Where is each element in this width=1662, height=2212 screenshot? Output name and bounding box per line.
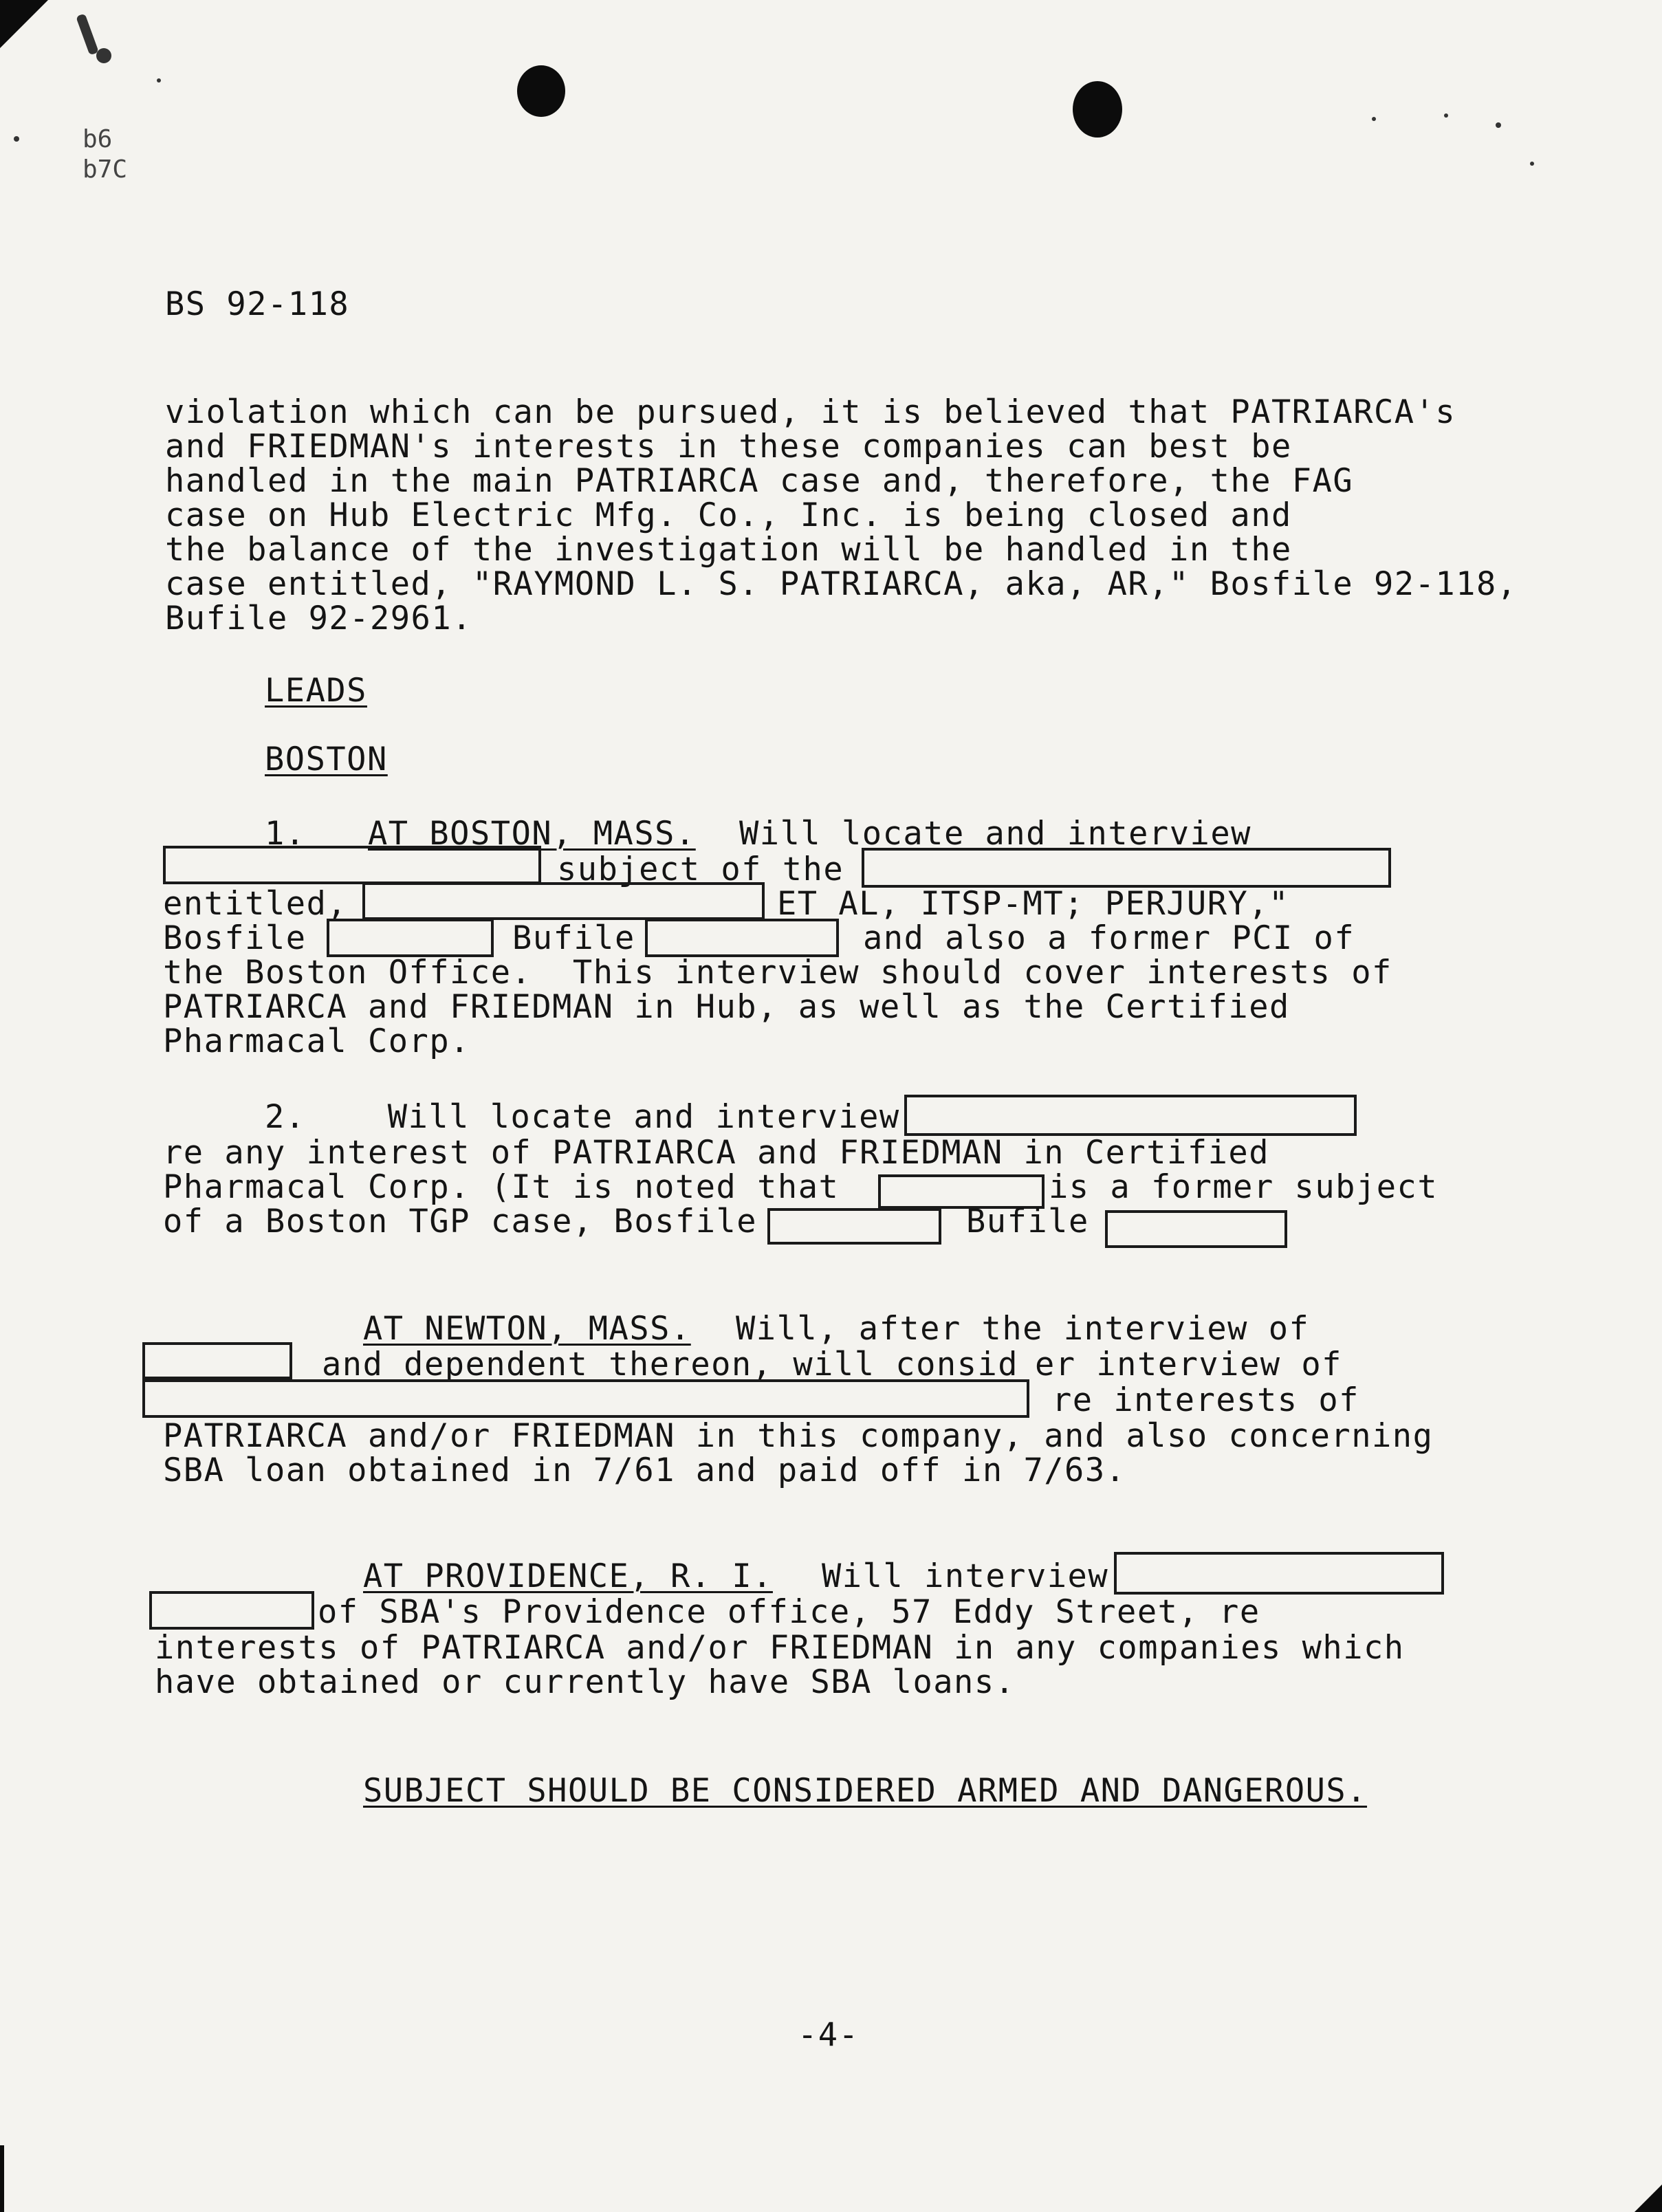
redaction-box xyxy=(862,848,1391,888)
file-number: BS 92-118 xyxy=(165,285,350,323)
providence-line1: Will interview xyxy=(822,1557,1109,1595)
redaction-box xyxy=(142,1342,292,1379)
lead-1-tail-line: PATRIARCA and FRIEDMAN in Hub, as well as the Certified xyxy=(163,988,1290,1026)
scan-speck xyxy=(14,136,19,142)
newton-line3-b: re interests of xyxy=(1052,1381,1359,1419)
providence-line3: interests of PATRIARCA and/or FRIEDMAN in any companies which xyxy=(155,1629,1405,1667)
lead-1-line3-a: entitled, xyxy=(163,885,348,923)
lead-1-line4-c: and also a former PCI of xyxy=(863,919,1355,957)
lead-2-line4-b: Bufile xyxy=(966,1203,1089,1240)
intro-line: violation which can be pursued, it is believed that PATRIARCA's xyxy=(165,393,1456,431)
intro-line: Bufile 92-2961. xyxy=(165,600,472,637)
exemption-code-b7c: b7C xyxy=(83,155,128,184)
exemption-code-b6: b6 xyxy=(83,125,113,153)
scan-speck xyxy=(1496,122,1501,128)
punch-hole-right xyxy=(1073,81,1122,138)
page-number: -4- xyxy=(798,2016,860,2054)
lead-1-line1: Will locate and interview xyxy=(739,815,1251,853)
lead-1-number: 1. xyxy=(265,815,306,853)
lead-1-line2: subject of the xyxy=(557,851,844,888)
intro-line: handled in the main PATRIARCA case and, therefore, the FAG xyxy=(165,462,1354,500)
scan-speck xyxy=(1444,113,1448,118)
redaction-box xyxy=(1114,1552,1444,1595)
lead-2-line3-a: Pharmacal Corp. (It is noted that xyxy=(163,1168,840,1206)
redaction-box xyxy=(1105,1210,1287,1248)
scan-speck xyxy=(157,78,161,83)
providence-location: AT PROVIDENCE, R. I. xyxy=(363,1557,773,1595)
newton-location: AT NEWTON, MASS. xyxy=(363,1310,691,1348)
lead-1-line4-b: Bufile xyxy=(512,919,635,957)
scan-corner-mark-bottom xyxy=(1634,2184,1662,2212)
lead-1-line3-b: ET AL, ITSP-MT; PERJURY," xyxy=(777,885,1289,923)
lead-2-line1: 2. Will locate and interview xyxy=(265,1098,900,1136)
redaction-box xyxy=(327,919,494,957)
newton-line2-a: and dependent thereon, will consid xyxy=(322,1346,1019,1383)
lead-1-location: AT BOSTON, MASS. xyxy=(368,815,696,853)
redaction-box xyxy=(163,846,541,884)
providence-line4: have obtained or currently have SBA loans. xyxy=(155,1663,1016,1701)
lead-2-line4-a: of a Boston TGP case, Bosfile xyxy=(163,1203,758,1240)
newton-line5: SBA loan obtained in 7/61 and paid off in 7/63. xyxy=(163,1452,1126,1489)
intro-line: and FRIEDMAN's interests in these companies can best be xyxy=(165,428,1292,466)
scan-corner-mark xyxy=(0,0,48,48)
scan-speck xyxy=(1372,117,1376,121)
boston-heading: BOSTON xyxy=(265,741,388,778)
intro-line: case entitled, "RAYMOND L. S. PATRIARCA, aka, AR," Bosfile 92-118, xyxy=(165,565,1518,603)
lead-1-tail-line: Pharmacal Corp. xyxy=(163,1022,470,1060)
intro-line: case on Hub Electric Mfg. Co., Inc. is being closed and xyxy=(165,496,1292,534)
newton-line2-b: er interview of xyxy=(1035,1346,1342,1383)
lead-2-line2: re any interest of PATRIARCA and FRIEDMAN in Certified xyxy=(163,1134,1270,1172)
scan-speck xyxy=(1530,162,1534,166)
scan-edge-mark xyxy=(0,2145,41,2212)
armed-and-dangerous-warning: SUBJECT SHOULD BE CONSIDERED ARMED AND DANGEROUS. xyxy=(363,1772,1368,1810)
scan-speck xyxy=(76,13,99,55)
punch-hole-left xyxy=(517,65,565,117)
intro-line: the balance of the investigation will be handled in the xyxy=(165,531,1292,569)
redaction-box xyxy=(767,1208,941,1245)
redaction-box xyxy=(904,1095,1357,1136)
lead-1-tail-line: the Boston Office. This interview should cover interests of xyxy=(163,954,1392,992)
scan-speck xyxy=(96,48,111,63)
newton-line1: Will, after the interview of xyxy=(736,1310,1310,1348)
lead-2-line3-b: is a former subject xyxy=(1049,1168,1439,1206)
redaction-box xyxy=(645,919,839,957)
redaction-box xyxy=(149,1591,314,1630)
redaction-box xyxy=(362,882,765,920)
newton-line4: PATRIARCA and/or FRIEDMAN in this company, and also concerning xyxy=(163,1417,1434,1455)
redaction-box xyxy=(142,1379,1029,1418)
lead-1-line4-a: Bosfile xyxy=(163,919,307,957)
leads-heading: LEADS xyxy=(265,672,367,710)
providence-line2-b: of SBA's Providence office, 57 Eddy Street, re xyxy=(318,1593,1260,1631)
